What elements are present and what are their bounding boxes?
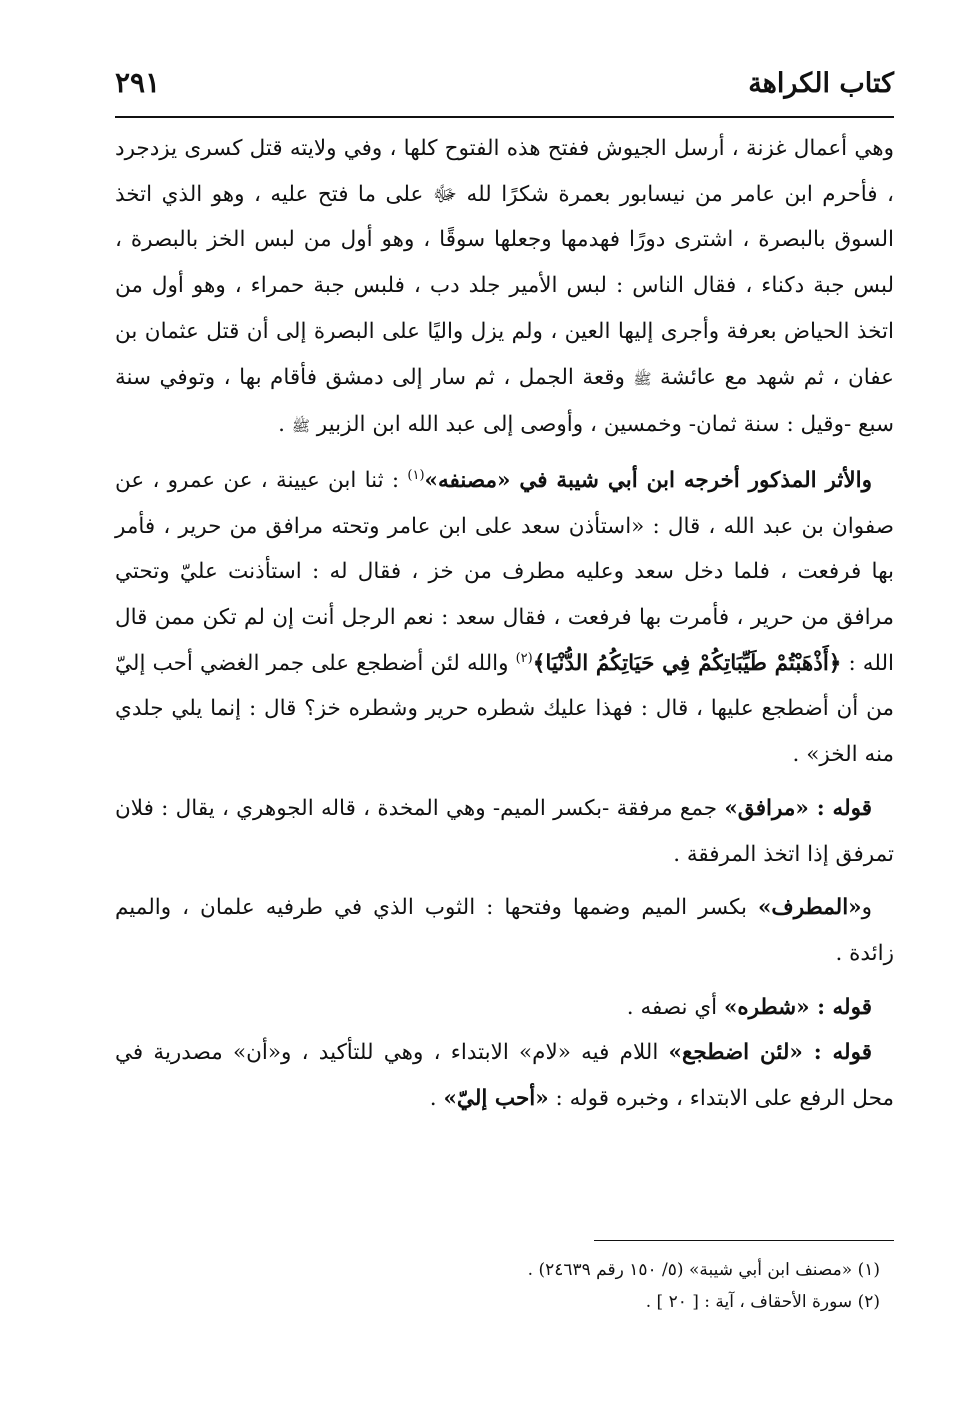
paragraph-lead: والأثر المذكور أخرجه ابن أبي شيبة في «مصنفه» [424,467,872,493]
paragraph-marafiq [115,786,894,877]
footnote-rule [594,1240,894,1241]
paragraph-text: . [278,412,292,438]
paragraph-lead: قوله : «شطره» [723,994,872,1020]
paragraph-shatruhu [115,985,894,1031]
header-rule [115,116,894,118]
paragraph-text: وهي أعمال غزنة ، أرسل الجيوش ففتح هذه الفتوح كلها ، وفي ولايته قتل كسرى يزدجرد ، فأحرم ابن عامر من نيسابور بعمرة شكرًا لله ﷻ على ما فتح عليه ، وهو الذي اتخذ السوق بالبصرة ، اشترى دورًا فهدمها وجعلها سوقًا ، وهو أول من لبس الخز بالبصرة ، لبس جبة دكناء ، فقال الناس : لبس الأمير جلد دب ، فلبس جبة حمراء ، وهو أول من اتخذ الحياض بعرفة وأجرى إليها العين ، ولم يزل واليًا على البصرة إلى أن قتل عثمان بن عفان ، ثم شهد مع عائشة [115,136,894,390]
paragraph-mutraf [115,885,894,976]
paragraph-text: وقعة الجمل ، ثم سار إلى دمشق فأقام بها ، وتوفي سنة سبع -وقيل : سنة ثمان- وخمسين ، وأوصى إلى عبد الله ابن الزبير [115,364,894,438]
footnote-ref: (٢) [515,650,533,666]
paragraph-lead: «أحب إليّ» [443,1086,549,1112]
footnote-ref: (١) [407,467,425,483]
honorific-glyph: ﷺ [291,417,310,436]
paragraph-text: بكسر الميم وضمها وفتحها : الثوب الذي في طرفيه علمان ، والميم زائدة . [115,895,894,966]
quran-verse: ﴿أَذْهَبْتُمْ طَيِّبَاتِكُمْ فِي حَيَاتِكُمُ الدُّنْيَا﴾ [532,650,842,676]
footnotes [115,1254,880,1318]
page-number: ٢٩١ [115,66,161,99]
paragraph-lead: قوله : «لئن اضطجع» [668,1040,872,1066]
paragraph-text: والله لئن أضطجع على جمر الغضي أحب إليّ من أن أضطجع عليها ، قال : فهذا عليك شطره حرير وشطره خز؟ قال : إنما يلي جلدي منه الخز» . [115,650,894,768]
paragraph-laein [115,1030,894,1121]
running-title: كتاب الكراهة [748,68,894,99]
honorific-glyph: ﷺ [633,369,652,388]
footnote-item: (١) «مصنف ابن أبي شيبة» (٥/ ١٥٠ رقم ٢٤٦٣٩) . [527,1260,880,1280]
paragraph-text: جمع مرفقة -بكسر الميم- وهي المخدة ، قاله الجوهري ، يقال : فلان تمرفق إذا اتخذ المرفقة . [115,795,894,867]
paragraph-text: أي نصفه . [626,994,724,1020]
paragraph-lead: قوله : «مرافق» [724,795,873,821]
paragraph-text: . [429,1086,444,1112]
paragraph-biography [115,126,894,450]
paragraph-text: : ثنا ابن عيينة ، عن عمرو ، عن صفوان بن عبد الله ، قال : «استأذن سعد على ابن عامر وتحته مرافق من حرير ، فأمر بها فرفعت ، فلما دخل سعد وعليه مطرف من خز ، فقال له : استأذنت عليّ وتحتي مرافق من حرير ، فأمرت بها فرفعت ، فقال سعد : نعم الرجل أنت إن لم تكن ممن قال الله : [115,467,894,676]
paragraph-athar [115,458,894,778]
footnote-item: (٢) سورة الأحقاف ، آية : [ ٢٠ ] . [645,1292,880,1312]
paragraph-lead: «المطرف» [757,895,862,921]
main-text [115,126,894,1122]
paragraph-text: اللام فيه «لام» الابتداء ، وهي للتأكيد ، و«أن» مصدرية في محل الرفع على الابتداء ، وخبره قوله : [115,1040,894,1112]
paragraph-prefix: و [861,895,872,921]
page-header [115,62,894,112]
